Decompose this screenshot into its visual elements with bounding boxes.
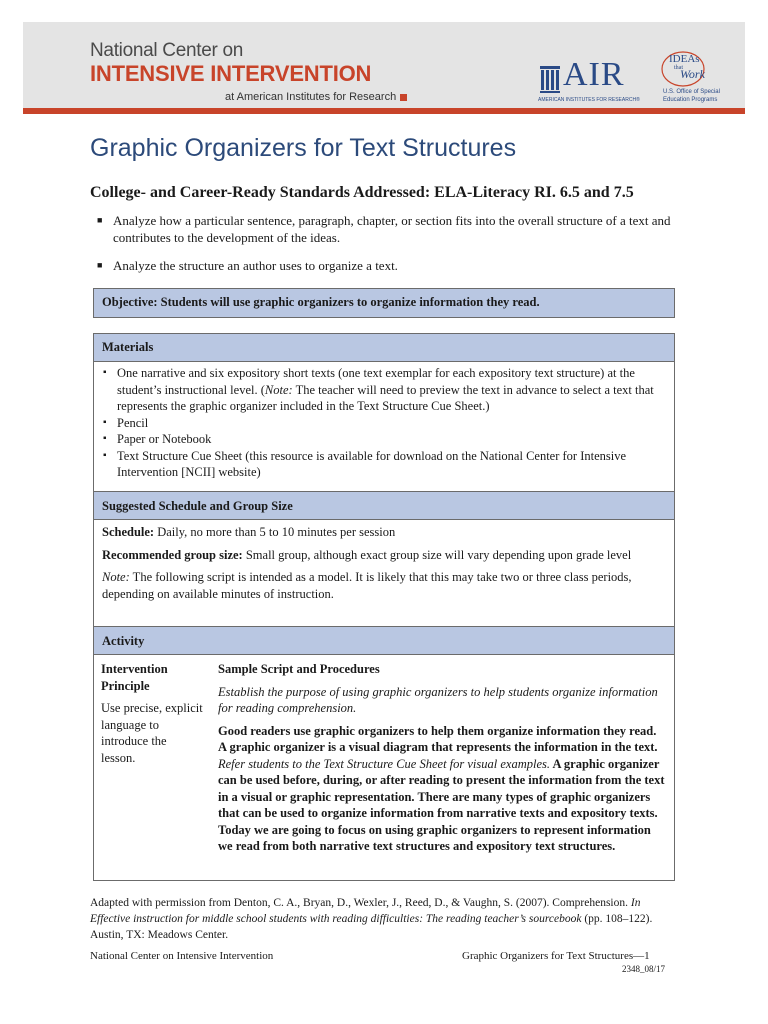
objective-text: Objective: Students will use graphic organizers to organize information they read.: [102, 295, 540, 309]
list-item: ▪ One narrative and six expository short texts (one text exemplar for each expository text structure) at the student’s instructional level. (Note: The teacher will need to preview the text in advance to select a text that represents the graphic organizer included in the Text Structure Cue Sheet.): [100, 365, 666, 415]
group-size-line: Recommended group size: Small group, although exact group size will vary depending upon grade level: [102, 547, 632, 562]
schedule-line: Schedule: Daily, no more than 5 to 10 minutes per session: [102, 525, 396, 539]
materials-list: [94, 361, 674, 491]
materials-header: Materials: [94, 334, 674, 361]
air-wordmark: AIR: [563, 56, 625, 93]
activity-header: Activity: [94, 626, 674, 654]
objective-box: [93, 288, 675, 318]
standards-bullet-text: Analyze how a particular sentence, paragraph, chapter, or section fits into the overall structure of a text and contributes to the development of the ideas.: [113, 213, 671, 245]
intervention-principle-text: Use precise, explicit language to introduce the lesson.: [101, 701, 203, 765]
org-name-line1: National Center on: [90, 40, 244, 61]
schedule-section: [94, 519, 674, 626]
list-item: ▪ Paper or Notebook: [100, 431, 666, 448]
header-rule: [23, 108, 745, 114]
footer-page-label: Graphic Organizers for Text Structures—1: [462, 950, 650, 962]
ideas-caption-line1: U.S. Office of Special: [663, 89, 720, 95]
script-purpose: Establish the purpose of using graphic organizers to help students organize information for reading comprehension.: [218, 684, 658, 715]
standards-heading: College- and Career-Ready Standards Addressed: ELA-Literacy RI. 6.5 and 7.5: [90, 184, 634, 201]
footer-org: National Center on Intensive Intervention: [90, 950, 274, 962]
list-item: ▪ Text Structure Cue Sheet (this resource is available for download on the National Center for Intensive Intervention [NCII] website): [100, 448, 666, 481]
script-column: [218, 661, 666, 855]
standards-bullet-1: [97, 212, 673, 246]
list-item: ▪ Pencil: [100, 415, 666, 432]
activity-section: [94, 654, 674, 879]
bullet-icon: ■: [97, 215, 103, 225]
schedule-header: Suggested Schedule and Group Size: [94, 491, 674, 519]
page-title: Graphic Organizers for Text Structures: [90, 134, 517, 162]
air-subtitle: AMERICAN INSTITUTES FOR RESEARCH®: [538, 97, 640, 103]
red-square-icon: [400, 94, 407, 101]
schedule-note: Note: The following script is intended as a model. It is likely that this may take two or three class periods, depending on available minutes of instruction.: [102, 570, 632, 601]
ideas-caption-line2: Education Programs: [663, 97, 718, 103]
citation: Adapted with permission from Denton, C. A., Bryan, D., Wexler, J., Reed, D., & Vaughn, S. (2007). Comprehension. In Effective instruction for middle school students with reading difficulties: The reading teacher’s sourcebook (pp. 108–122). Austin, TX: Meadows Center.: [90, 897, 653, 941]
air-logo: [538, 54, 643, 106]
ideas-logo-line1: IDEAs: [669, 53, 700, 65]
intervention-principle-column: [101, 661, 203, 766]
script-body: Good readers use graphic organizers to help them organize information they read. A graphic organizer is a visual diagram that represents the information in the text. Refer students to the Text Structure Cue Sheet for visual examples. A graphic organizer can be used before, during, or after reading to present the information from the text in a visual or graphic representation. There are many types of graphic organizers that can be used to organize information from narrative texts and expository texts. Today we are going to focus on using graphic organizers to represent information we read from both narrative text structures and expository text structures.: [218, 723, 665, 853]
bullet-icon: ■: [97, 260, 103, 270]
ideas-logo-line2: that: [674, 65, 683, 71]
org-name-line2: INTENSIVE INTERVENTION: [90, 61, 372, 86]
ideas-logo-line3: Work: [680, 67, 705, 81]
intervention-principle-heading: Intervention Principle: [101, 662, 168, 693]
ideas-that-work-logo: [658, 48, 733, 106]
standards-bullet-text: Analyze the structure an author uses to organize a text.: [113, 258, 398, 273]
standards-bullet-2: [97, 257, 673, 274]
lesson-table: [93, 333, 675, 881]
org-affiliation: at American Institutes for Research: [225, 91, 397, 103]
script-heading: Sample Script and Procedures: [218, 662, 380, 676]
org-name-line3: [225, 91, 407, 103]
footer-code: 2348_08/17: [622, 964, 666, 974]
